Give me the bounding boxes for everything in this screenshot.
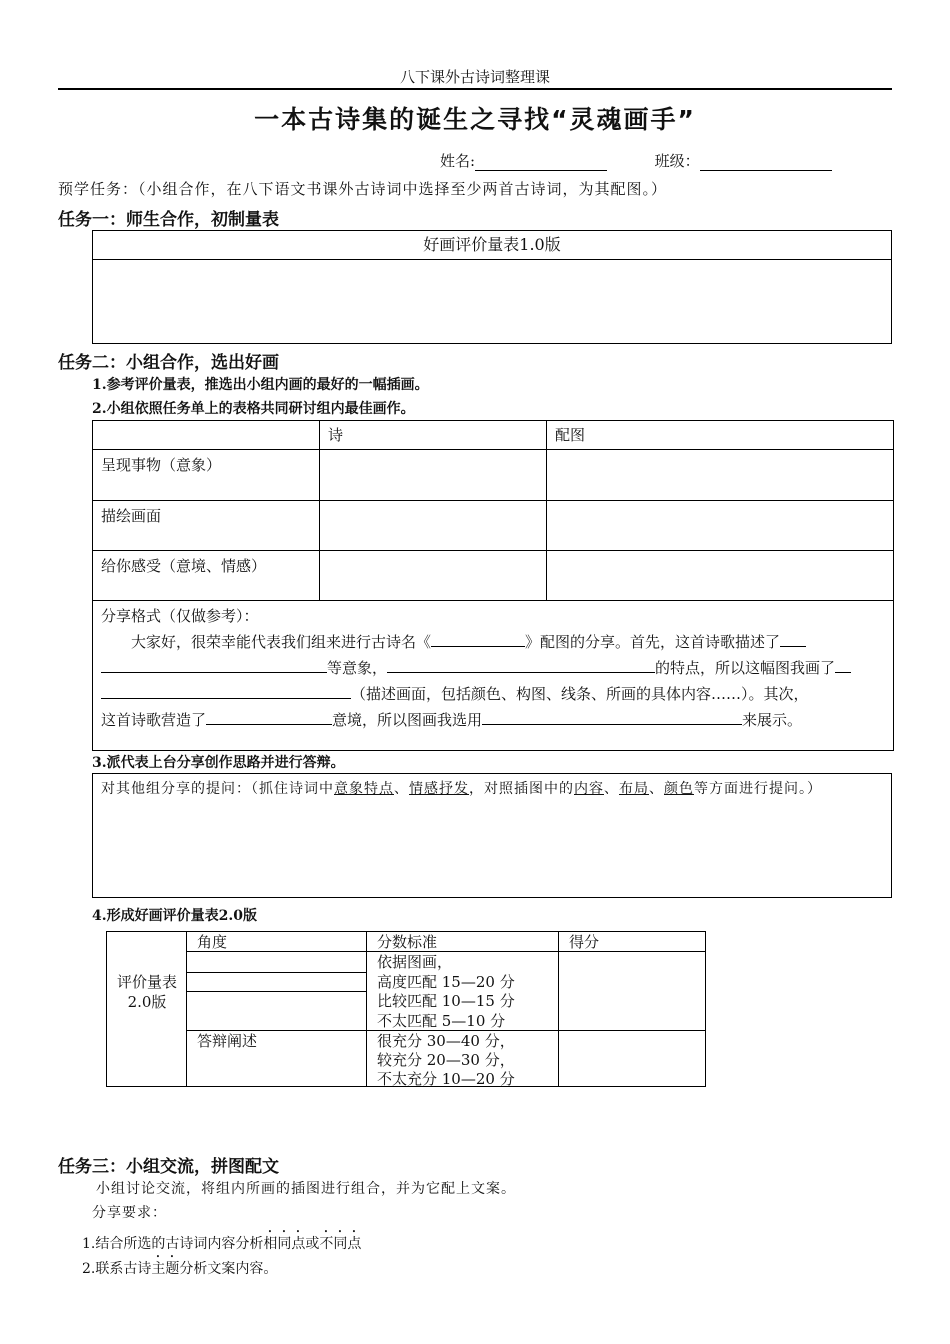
- blank-picture-desc[interactable]: [101, 683, 351, 699]
- blank-poem-name[interactable]: [431, 631, 525, 647]
- page-title: 一本古诗集的诞生之寻找“灵魂画手”: [254, 105, 696, 134]
- scale2-divider: [366, 932, 367, 1086]
- scale2-divider: [186, 951, 705, 952]
- scale2-divider: [186, 972, 366, 973]
- question-keyword: 内容: [574, 781, 604, 797]
- analysis-cell[interactable]: [547, 501, 894, 551]
- share-text: 这首诗歌营造了: [101, 711, 207, 729]
- share-text: （描述画面，包括颜色、构图、线条、所画的具体内容……）。其次，: [351, 685, 809, 703]
- scale2-standard-2: [377, 1032, 515, 1089]
- blank-describe[interactable]: [780, 631, 806, 647]
- scale2-divider: [186, 932, 187, 1086]
- task2-heading: 任务二：小组合作，选出好画: [58, 353, 279, 373]
- req-emphasis: 主题: [151, 1261, 180, 1277]
- standard-line: 比较匹配 10—15 分: [377, 992, 515, 1010]
- standard-line: 很充分 30—40 分，: [377, 1032, 515, 1050]
- standard-line: 不太充分 10—20 分: [377, 1070, 515, 1088]
- req-text: 2.联系古诗: [82, 1261, 152, 1277]
- question-box[interactable]: [92, 773, 892, 898]
- name-label: 姓名:: [440, 152, 476, 170]
- analysis-row-label: 描绘画面: [93, 501, 320, 551]
- task2-step2: 2.小组依照任务单上的表格共同研讨组内最佳画作。: [92, 401, 415, 417]
- scale2-col-standard: 分数标准: [377, 933, 438, 951]
- standard-line: 依据图画，: [377, 953, 453, 971]
- task3-line2: 分享要求：: [92, 1205, 167, 1221]
- question-text: 、: [394, 781, 409, 797]
- analysis-table: [92, 420, 894, 751]
- share-text: 意境，所以图画我选用: [332, 711, 483, 729]
- req-text: 1.结合所选的古诗词内容分析: [82, 1236, 264, 1252]
- share-text: 的特点，所以这幅图我画了: [655, 659, 836, 677]
- blank-images[interactable]: [101, 657, 327, 673]
- share-text: 来展示。: [742, 711, 803, 729]
- standard-line: 高度匹配 15—20 分: [377, 972, 515, 991]
- class-label: 班级：: [654, 152, 700, 170]
- scale1-table: [92, 230, 892, 344]
- class-field[interactable]: [700, 154, 832, 171]
- share-text: 》配图的分享。首先，这首诗歌描述了: [525, 633, 781, 651]
- analysis-col-picture: 配图: [547, 421, 894, 450]
- question-text: 、: [604, 781, 619, 797]
- blank-mood[interactable]: [206, 709, 332, 725]
- scale1-input-area[interactable]: [93, 260, 891, 344]
- prestudy-task: 预学任务：（小组合作，在八下语文书课外古诗词中选择至少两首古诗词，为其配图。）: [58, 180, 668, 198]
- question-text: ，对照插图中的: [469, 781, 574, 797]
- scale2-col-angle: 角度: [197, 933, 228, 951]
- question-text: 、: [649, 781, 664, 797]
- scale2-angle-defense: 答辩阐述: [197, 1032, 258, 1050]
- header-rule: [58, 88, 892, 90]
- scale2-col-score: 得分: [569, 933, 600, 951]
- task2-step1: 1.参考评价量表，推选出小组内画的最好的一幅插画。: [92, 377, 429, 393]
- name-field[interactable]: [475, 154, 607, 171]
- scale1-title: 好画评价量表1.0版: [93, 231, 891, 260]
- blank-features[interactable]: [387, 657, 655, 673]
- analysis-cell[interactable]: [320, 551, 547, 601]
- blank-method[interactable]: [482, 709, 742, 725]
- question-text: 对其他组分享的提问：（抓住诗词中: [101, 781, 334, 797]
- share-label: 分享格式（仅做参考）：: [101, 607, 259, 625]
- task3-line1: 小组讨论交流，将组内所画的插图进行组合，并为它配上文案。: [96, 1181, 516, 1197]
- student-info-fields: [440, 150, 832, 171]
- task3-heading: 任务三：小组交流，拼图配文: [58, 1157, 279, 1177]
- share-text: 大家好，很荣幸能代表我们组来进行古诗名《: [131, 633, 432, 651]
- scale2-divider: [558, 932, 559, 1086]
- share-format-cell: [93, 601, 894, 751]
- scale2-divider: [186, 991, 366, 992]
- blank-painted[interactable]: [835, 657, 851, 673]
- share-text: 等意象，: [327, 659, 388, 677]
- req-emphasis: 不同点: [319, 1236, 362, 1252]
- question-keyword: 布局: [619, 781, 649, 797]
- analysis-row-label: 给你感受（意境、情感）: [93, 551, 320, 601]
- standard-line: 较充分 20—30 分，: [377, 1051, 515, 1069]
- analysis-header-blank: [93, 421, 320, 450]
- question-text: 等方面进行提问。）: [694, 781, 822, 797]
- analysis-row-label: 呈现事物（意象）: [93, 450, 320, 501]
- question-keyword: 颜色: [664, 781, 694, 797]
- analysis-cell[interactable]: [320, 501, 547, 551]
- analysis-cell[interactable]: [320, 450, 547, 501]
- scale2-table: [106, 931, 706, 1087]
- task3-requirement-2: [82, 1253, 277, 1281]
- analysis-cell[interactable]: [547, 551, 894, 601]
- scale2-standard-1: [377, 953, 515, 1031]
- standard-line: 不太匹配 5—10 分: [377, 1011, 506, 1030]
- task1-heading: 任务一：师生合作，初制量表: [58, 210, 279, 230]
- task3-requirement-1: [82, 1228, 361, 1256]
- question-keyword: 情感抒发: [409, 781, 469, 797]
- task2-step3: 3.派代表上台分享创作思路并进行答辩。: [92, 755, 345, 771]
- req-text: 或: [305, 1236, 320, 1252]
- scale2-left-label: 评价量表2.0版: [116, 973, 177, 1011]
- req-text: 分析文案内容。: [179, 1261, 278, 1277]
- req-emphasis: 相同点: [263, 1236, 306, 1252]
- page-header: 八下课外古诗词整理课: [399, 68, 550, 86]
- task2-step4: 4.形成好画评价量表2.0版: [92, 908, 257, 924]
- analysis-col-poem: 诗: [320, 421, 547, 450]
- analysis-cell[interactable]: [547, 450, 894, 501]
- question-keyword: 意象特点: [334, 781, 394, 797]
